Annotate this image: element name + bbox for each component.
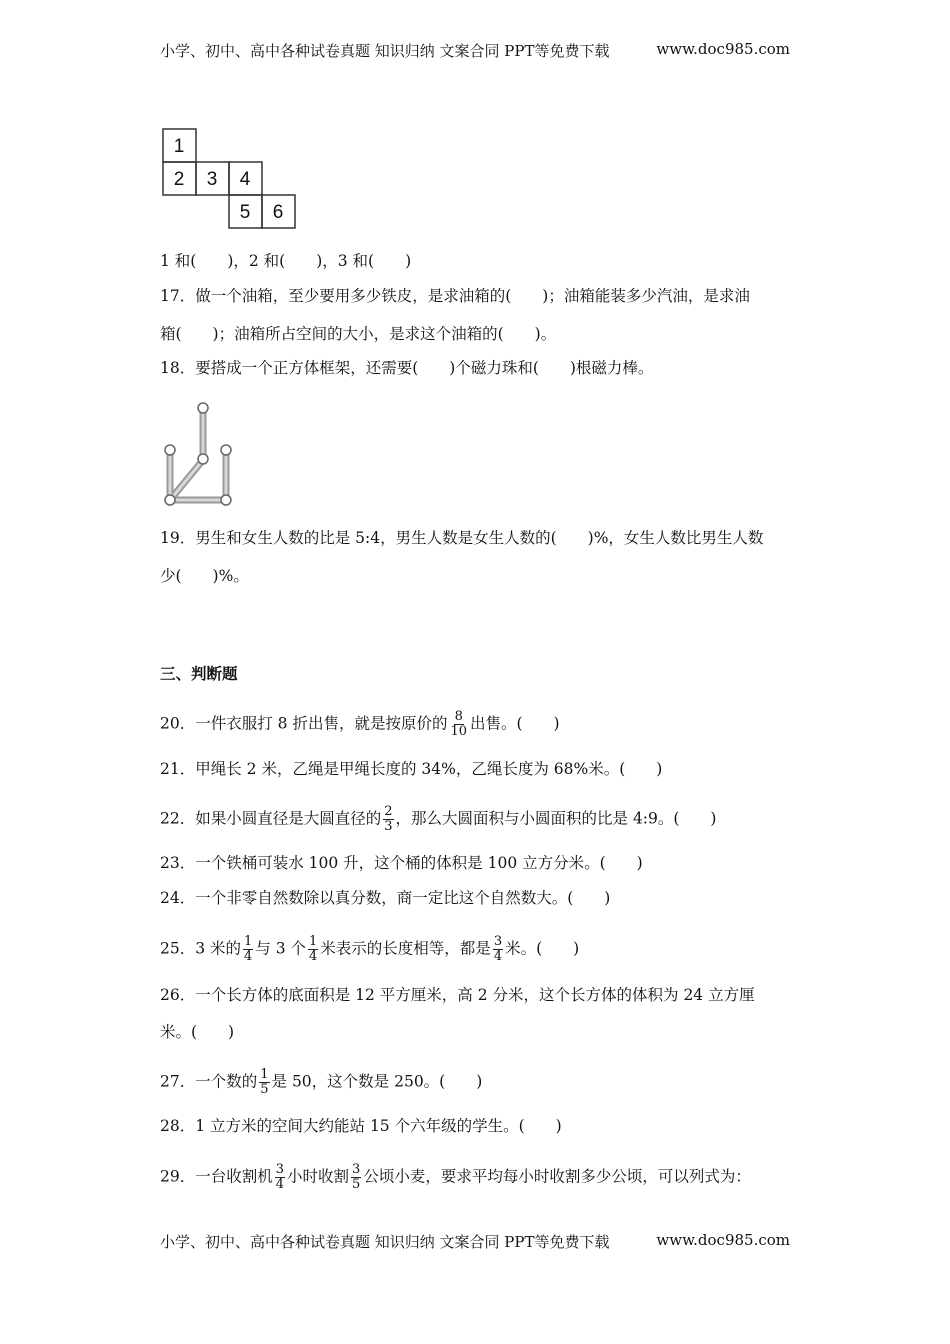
q29-text: 29．一台收割机 $\frac{3}{4}$ 小时收割 $\frac{3}{5}$ 公顷小麦，要求平均每小时收割多少公顷，可以列式为： xyxy=(160,1162,751,1192)
q17-line1: 17．做一个油箱，至少要用多少铁皮，是求油箱的( )；油箱能装多少汽油，是求油 xyxy=(160,287,750,305)
header-url[interactable]: www.doc985.com xyxy=(656,40,790,58)
fraction: $\frac{3}{5}$ xyxy=(352,1162,361,1192)
q22-text: 22．如果小圆直径是大圆直径的 $\frac{2}{3}$ ，那么大圆面积与小圆面积的比是 4:9。( ) xyxy=(160,804,717,834)
q18-text: 18．要搭成一个正方体框架，还需要( )个磁力珠和( )根磁力棒。 xyxy=(160,359,654,377)
fraction: $\frac{3}{4}$ xyxy=(493,934,503,964)
cube-net-cell: 6 xyxy=(272,202,284,223)
footer-url[interactable]: www.doc985.com xyxy=(656,1231,790,1249)
cube-net-cell: 2 xyxy=(173,169,185,190)
q20-text: 20．一件衣服打 8 折出售，就是按原价的 $\frac{8}{10}$ 出售。( ) xyxy=(160,709,560,739)
q16-answer-line: 1 和( )，2 和( )，3 和( ) xyxy=(160,252,412,270)
magnetic-rods-figure xyxy=(160,400,240,510)
q28-text: 28．1 立方米的空间大约能站 15 个六年级的学生。( ) xyxy=(160,1117,562,1135)
q24-text: 24．一个非零自然数除以真分数，商一定比这个自然数大。( ) xyxy=(160,889,611,907)
cube-net-figure xyxy=(160,126,300,230)
fraction: $\frac{1}{4}$ xyxy=(309,934,318,964)
q21-text: 21．甲绳长 2 米，乙绳是甲绳长度的 34%，乙绳长度为 68%米。( ) xyxy=(160,760,663,778)
q26-line1: 26．一个长方体的底面积是 12 平方厘米，高 2 分米，这个长方体的体积为 24 立方厘 xyxy=(160,986,755,1004)
fraction: $\frac{1}{5}$ xyxy=(260,1067,269,1097)
cube-net-cell: 1 xyxy=(173,136,185,157)
cube-net-cell: 3 xyxy=(206,169,218,190)
fraction: $\frac{2}{3}$ xyxy=(384,804,393,834)
header-text: 小学、初中、高中各种试卷真题 知识归纳 文案合同 PPT等免费下载 xyxy=(160,42,610,60)
page-footer xyxy=(160,1231,790,1252)
q17-line2: 箱( )；油箱所占空间的大小，是求这个油箱的( )。 xyxy=(160,325,557,343)
cube-net-cell: 5 xyxy=(239,202,251,223)
fraction: $\frac{3}{4}$ xyxy=(275,1162,285,1192)
page-header xyxy=(160,40,790,61)
q19-line1: 19．男生和女生人数的比是 5:4，男生人数是女生人数的( )%，女生人数比男生人数 xyxy=(160,529,764,547)
q27-text: 27．一个数的 $\frac{1}{5}$ 是 50，这个数是 250。( ) xyxy=(160,1067,483,1097)
q26-line2: 米。( ) xyxy=(160,1023,235,1041)
footer-text: 小学、初中、高中各种试卷真题 知识归纳 文案合同 PPT等免费下载 xyxy=(160,1233,610,1251)
q19-line2: 少( )%。 xyxy=(160,567,249,585)
q25-text: 25．3 米的 $\frac{1}{4}$ 与 3 个 $\frac{1}{4}$ 米表示的长度相等，都是 $\frac{3}{4}$ 米。( ) xyxy=(160,934,580,964)
cube-net-cell: 4 xyxy=(239,169,251,190)
fraction: $\frac{8}{10}$ xyxy=(450,709,467,739)
fraction: $\frac{1}{4}$ xyxy=(244,934,253,964)
q23-text: 23．一个铁桶可装水 100 升，这个桶的体积是 100 立方分米。( ) xyxy=(160,854,643,872)
section-title: 三、判断题 xyxy=(160,664,238,683)
